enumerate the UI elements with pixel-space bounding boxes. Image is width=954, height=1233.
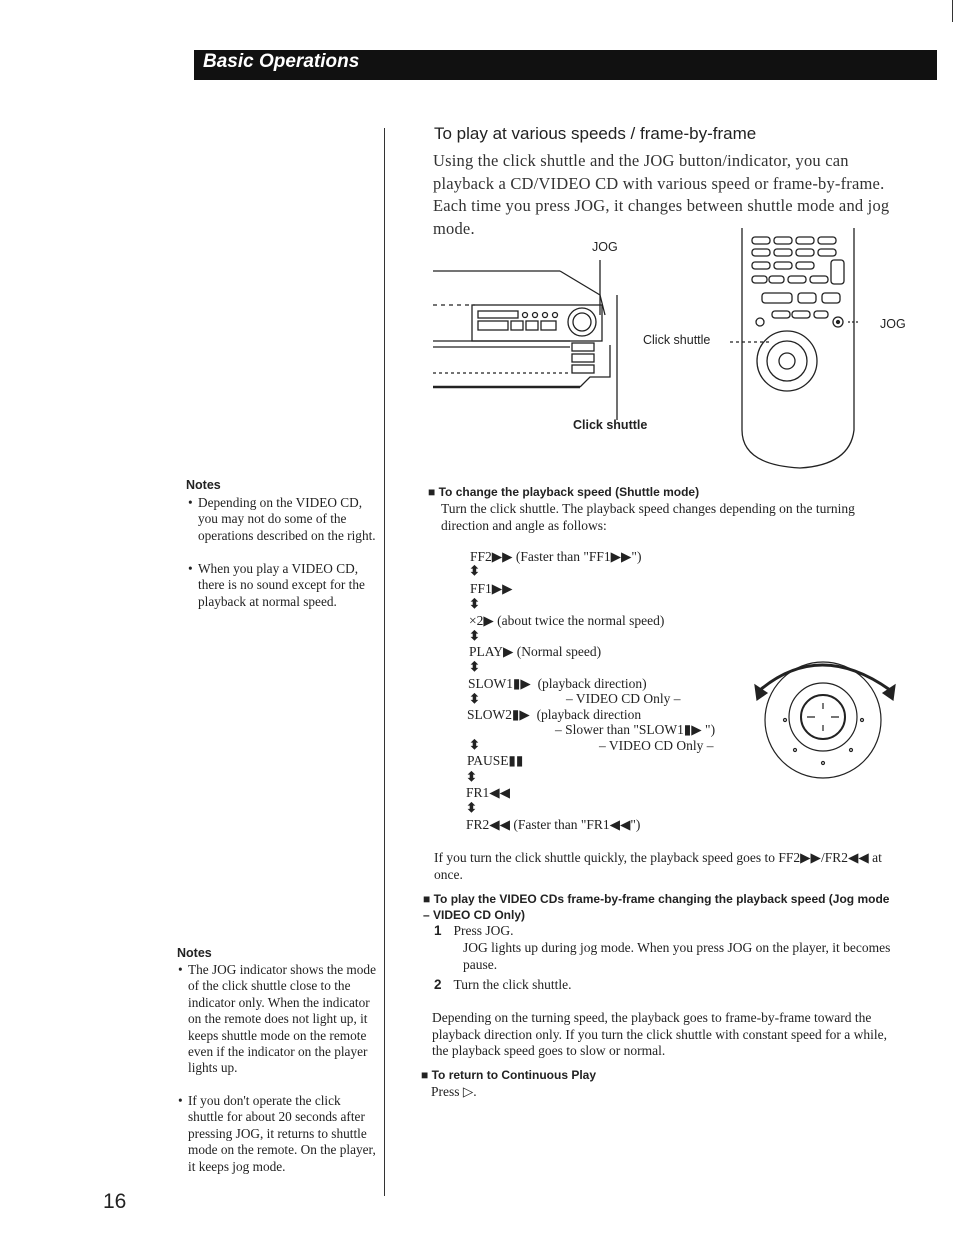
speed-desc: (Faster than "FR1◀◀") (513, 817, 641, 832)
jog-step-1 (434, 923, 514, 940)
step-text: Press JOG. (453, 923, 514, 938)
note-text: If you don't operate the click shuttle for about 20 seconds after pressing JOG, it returns to shuttle mode on the remote. On the player, it keeps jog mode. (188, 1093, 376, 1174)
speed-note: – VIDEO CD Only – (599, 738, 714, 753)
speed-desc: (Normal speed) (516, 644, 602, 659)
note-item (178, 962, 378, 1077)
updown-arrow-icon: ⬍ (466, 800, 477, 815)
note-text: Depending on the VIDEO CD, you may not do some of the operations described on the right. (198, 495, 376, 543)
speed-step (468, 676, 647, 692)
note-text: When you play a VIDEO CD, there is no sound except for the playback at normal speed. (198, 561, 365, 609)
speed-label: ×2▶ (469, 613, 494, 628)
shuttle-mode-after: If you turn the click shuttle quickly, the playback speed goes to FF2▶▶/FR2◀◀ at once. (434, 850, 882, 882)
note-text: The JOG indicator shows the mode of the click shuttle close to the indicator only. When the indicator on the remote does not light up, it keeps shuttle mode on the remote even if the indicator on the player lights up. (188, 962, 376, 1076)
shuttle-mode-body: Turn the click shuttle. The playback speed changes depending on the turning direction and angle as follows: (441, 501, 855, 533)
speed-label: SLOW2▮▶ (467, 707, 530, 722)
jog-mode-heading (423, 892, 893, 923)
step-text: Turn the click shuttle. (453, 977, 572, 992)
jog-label-player: JOG (592, 240, 618, 254)
section-title: To play at various speeds / frame-by-frame (434, 124, 757, 143)
bullet: • (188, 495, 193, 510)
square-bullet-icon: ■ (428, 485, 436, 499)
page-edge-mark (952, 0, 953, 22)
remote-illustration (730, 228, 860, 468)
player-illustration (433, 260, 617, 420)
jog-step-2 (434, 977, 572, 994)
speed-label: PLAY▶ (469, 644, 514, 659)
speed-step (470, 549, 641, 565)
updown-arrow-icon: ⬍ (469, 659, 480, 674)
jog-label-remote: JOG (880, 317, 906, 331)
heading-text: To return to Continuous Play (431, 1068, 597, 1082)
updown-arrow-icon: ⬍ (469, 563, 480, 578)
speed-label: SLOW1▮▶ (468, 676, 531, 691)
speed-step (466, 817, 640, 833)
speed-label: FF2▶▶ (470, 549, 513, 564)
header-title: Basic Operations (203, 51, 360, 72)
speed-label: FR2◀◀ (466, 817, 511, 832)
bullet: • (178, 962, 183, 977)
bullet: • (178, 1093, 183, 1108)
square-bullet-icon: ■ (423, 892, 431, 906)
speed-step (467, 753, 523, 769)
heading-text: To change the playback speed (Shuttle mode) (438, 485, 700, 499)
shuttle-mode-heading (428, 485, 699, 499)
player-remote-diagram (430, 225, 910, 475)
notes-block-1 (186, 478, 386, 492)
speed-label: FF1▶▶ (470, 581, 513, 596)
notes-title: Notes (186, 478, 221, 492)
speed-note: – Slower than "SLOW1▮▶ ") (555, 722, 716, 737)
speed-desc: (Faster than "FF1▶▶") (515, 549, 642, 564)
speed-desc: (playback direction) (537, 676, 647, 691)
step-number: 1 (434, 923, 442, 938)
click-shuttle-label-bottom: Click shuttle (573, 418, 648, 432)
speed-desc: (playback direction (536, 707, 642, 722)
updown-arrow-icon: ⬍ (469, 628, 480, 643)
intro-paragraph: Using the click shuttle and the JOG button/indicator, you can playback a CD/VIDEO CD with various speed or frame-by-frame. Each time you press JOG, it changes between shuttle mode and jog mode. (433, 151, 890, 238)
updown-arrow-icon: ⬍ (469, 691, 480, 706)
speed-note: – VIDEO CD Only – (566, 691, 681, 706)
speed-step (469, 644, 601, 660)
speed-step (469, 613, 664, 629)
notes-title: Notes (177, 946, 212, 960)
jog-step-1-detail: JOG lights up during jog mode. When you press JOG on the player, it becomes pause. (463, 940, 891, 972)
step-number: 2 (434, 977, 442, 992)
page-number: 16 (103, 1190, 127, 1213)
note-item (188, 561, 383, 610)
speed-step (470, 581, 513, 597)
shuttle-dial-illustration (745, 645, 905, 780)
click-shuttle-label-right: Click shuttle (643, 333, 711, 347)
jog-mode-after: Depending on the turning speed, the playback goes to frame-by-frame toward the playback direction only. If you turn the click shuttle with constant speed for a while, the playback speed goes to slow or normal. (432, 1010, 887, 1058)
speed-step (466, 785, 510, 801)
updown-arrow-icon: ⬍ (469, 596, 480, 611)
continuous-heading (421, 1068, 596, 1082)
square-bullet-icon: ■ (421, 1068, 429, 1082)
bullet: • (188, 561, 193, 576)
speed-label: FR1◀◀ (466, 785, 511, 800)
heading-text: To play the VIDEO CDs frame-by-frame changing the playback speed (Jog mode – VIDEO CD Only) (423, 892, 890, 922)
continuous-body: Press ▷. (431, 1084, 477, 1099)
speed-label: PAUSE▮▮ (467, 753, 524, 768)
note-item (188, 495, 383, 544)
updown-arrow-icon: ⬍ (469, 737, 480, 752)
speed-step (467, 707, 641, 723)
speed-desc: (about twice the normal speed) (497, 613, 665, 628)
note-item (178, 1093, 378, 1175)
column-divider (384, 128, 385, 1196)
updown-arrow-icon: ⬍ (466, 769, 477, 784)
